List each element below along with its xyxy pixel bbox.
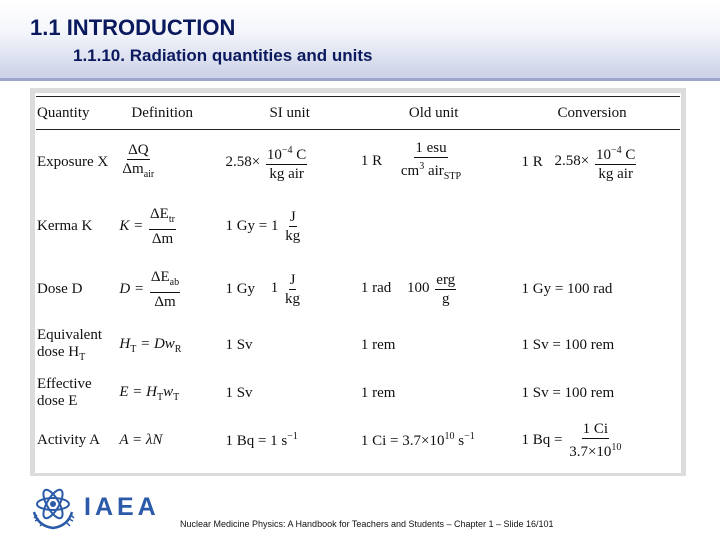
old-unit-cell: 1 rad 100 $\frac{\text{erg}}{g}$ — [360, 271, 456, 307]
quantity-cell: Equivalent dose $H_T$ — [37, 327, 102, 363]
table-row — [36, 416, 680, 464]
fraction: $\frac{10^{-4} C}{\text{kg air}}$ — [595, 142, 636, 183]
si-unit-cell: 1 Sv — [225, 384, 253, 401]
footer-citation: Nuclear Medicine Physics: A Handbook for Teachers and Students – Chapter 1 – Slide 16/101 — [180, 519, 554, 529]
fraction: $\frac{\text{erg}}{g}$ — [436, 271, 456, 307]
definition-cell — [119, 130, 225, 195]
table-row — [36, 370, 680, 416]
si-unit-cell: 1 Bq = 1 $s^{-1}$ — [225, 430, 298, 449]
table-row — [36, 320, 680, 370]
old-unit-cell: 1 rem — [360, 384, 396, 401]
column-header-definition: Definition — [119, 97, 225, 130]
fraction: $\frac{\Delta E_{ab}}{\Delta m}$ — [150, 268, 180, 310]
definition-cell: A = λN — [119, 431, 163, 448]
table-row — [36, 194, 680, 258]
old-unit-cell: 1 rem — [360, 336, 396, 353]
column-header-old-unit: Old unit — [359, 97, 522, 130]
si-unit-cell: 1 Sv — [225, 336, 253, 353]
fraction: $\frac{1 Ci}{3.7\times 10^{10}}$ — [569, 420, 622, 460]
table-row — [36, 258, 680, 320]
quantity-cell: Dose D — [37, 280, 83, 297]
table-header-row — [36, 97, 680, 130]
column-header-quantity: Quantity — [36, 97, 119, 130]
iaea-atom-logo-icon — [28, 482, 78, 532]
definition-cell: $H_T = Dw_R$ — [119, 335, 182, 355]
column-header-si-unit: SI unit — [225, 97, 358, 130]
definition-cell: K = $\frac{\Delta E_{tr}}{\Delta m}$ — [119, 205, 175, 247]
conversion-cell: 1 Bq = $\frac{1 Ci}{3.7\times 10^{10}}$ — [521, 420, 622, 460]
header-divider — [0, 78, 720, 81]
conversion-cell — [521, 194, 680, 258]
definition-cell: D = $\frac{\Delta E_{ab}}{\Delta m}$ — [119, 268, 180, 310]
fraction: $\frac{J}{kg}$ — [285, 271, 301, 307]
si-unit-cell: 1 Gy 1 $\frac{J}{kg}$ — [225, 271, 301, 307]
fraction: $\frac{\text{1 esu}}{cm^3 air_{STP}}$ — [400, 139, 462, 182]
radiation-units-table — [36, 96, 680, 464]
table-row — [36, 130, 680, 195]
si-unit-cell: 2.58× $\frac{10^{-4} C}{\text{kg air}}$ — [225, 130, 358, 195]
fraction: $\frac{10^{-4} C}{\text{kg air}}$ — [266, 142, 307, 183]
slide-subtitle: 1.1.10. Radiation quantities and units — [73, 46, 373, 65]
slide-title: 1.1 INTRODUCTION — [30, 15, 236, 40]
definition-cell: $E = H_Tw_T$ — [119, 383, 180, 403]
quantity-cell: Kerma K — [37, 217, 93, 234]
old-unit-cell — [359, 194, 522, 258]
conversion-cell: 1 R 2.58× $\frac{10^{-4} C}{\text{kg air}}$ — [521, 130, 680, 195]
old-unit-cell: 1 $Ci = 3.7\times 10^{10}$ $s^{-1}$ — [360, 430, 475, 449]
old-unit-cell: 1 R $\frac{\text{1 esu}}{cm^3 air_{STP}}$ — [359, 130, 522, 195]
fraction: $\frac{J}{kg}$ — [285, 208, 301, 244]
fraction: $\frac{\Delta Q}{\Delta m_{air}}$ — [122, 141, 155, 180]
si-unit-cell: 1 Gy = 1 $\frac{J}{kg}$ — [225, 208, 301, 244]
conversion-cell: 1 Gy = 100 rad — [521, 280, 613, 297]
iaea-wordmark: IAEA — [84, 493, 160, 521]
fraction: $\frac{\Delta E_{tr}}{\Delta m}$ — [150, 205, 175, 247]
quantity-cell: Activity A — [37, 431, 100, 448]
conversion-cell: 1 Sv = 100 rem — [521, 384, 615, 401]
column-header-conversion: Conversion — [521, 97, 680, 130]
conversion-cell: 1 Sv = 100 rem — [521, 336, 615, 353]
quantity-cell: Effective dose E — [37, 376, 92, 409]
quantity-cell: Exposure X — [37, 153, 109, 170]
